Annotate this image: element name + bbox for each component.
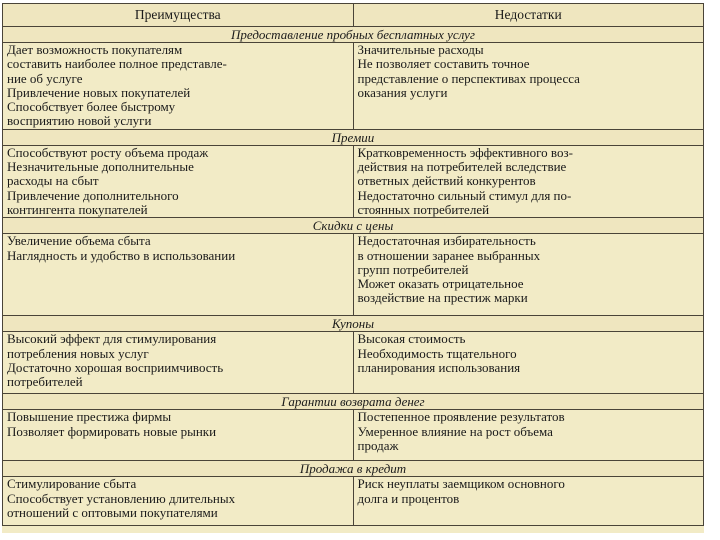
cell-line: контингента покупателей — [7, 201, 148, 217]
section-title-row — [3, 218, 704, 234]
table-row — [3, 332, 704, 394]
cell-line: планирования использования — [357, 359, 521, 375]
section-title-row — [3, 316, 704, 332]
cell-line: долга и процентов — [357, 490, 460, 506]
cell-line: расходы на сбыт — [7, 173, 99, 189]
cell-line: Повышение престижа фирмы — [7, 409, 172, 425]
section-title-row — [3, 27, 704, 43]
disadvantages-cell — [353, 234, 704, 316]
table-row — [3, 43, 704, 130]
cell-line: Риск неуплаты заемщиком основного — [357, 476, 565, 492]
table-body — [3, 27, 704, 526]
cell-line: Значительные расходы — [357, 42, 484, 57]
cell-line: восприятию новой услуги — [7, 113, 152, 129]
advantages-cell — [3, 145, 354, 217]
comparison-table — [2, 3, 704, 526]
document-page — [2, 3, 704, 533]
section-title: Премии — [3, 129, 704, 145]
cell-line: Постепенное проявление результатов — [357, 409, 565, 425]
disadvantages-cell — [353, 145, 704, 217]
cell-line: Незначительные дополнительные — [7, 159, 194, 175]
cell-line: Недостаточно сильный стимул для по- — [357, 187, 572, 203]
disadvantages-cell — [353, 477, 704, 526]
cell-line: Необходимость тщательного — [357, 345, 517, 361]
advantages-cell — [3, 410, 354, 461]
table-row — [3, 145, 704, 217]
header-advantages: Преимущества — [3, 4, 354, 27]
cell-line: воздействие на престиж марки — [357, 290, 528, 306]
section-title-row — [3, 461, 704, 477]
section-title: Купоны — [3, 316, 704, 332]
disadvantages-cell — [353, 332, 704, 394]
cell-line: Привлечение дополнительного — [7, 187, 179, 203]
cell-line: стоянных потребителей — [357, 201, 490, 217]
cell-line: Достаточно хорошая восприимчивость — [7, 359, 224, 375]
cell-line: представление о перспективах процесса — [357, 70, 580, 86]
cell-line: ответных действий конкурентов — [357, 173, 536, 189]
cell-line: Кратковременность эффективного воз- — [357, 145, 573, 160]
section-title: Продажа в кредит — [3, 461, 704, 477]
cell-line: Высокая стоимость — [357, 331, 466, 347]
cell-line: Способствует установлению длительных — [7, 490, 236, 506]
cell-line: групп потребителей — [357, 261, 469, 277]
table-row — [3, 477, 704, 526]
cell-line: отношений с оптовыми покупателями — [7, 504, 218, 520]
disadvantages-cell — [353, 43, 704, 130]
cell-line: Позволяет формировать новые рынки — [7, 423, 217, 439]
section-title: Скидки с цены — [3, 218, 704, 234]
section-title: Предоставление пробных бесплатных услуг — [3, 27, 704, 43]
cell-line: Дает возможность покупателям — [7, 42, 183, 57]
table-row — [3, 410, 704, 461]
advantages-cell — [3, 477, 354, 526]
cell-line: Привлечение новых покупателей — [7, 84, 191, 100]
section-title-row — [3, 129, 704, 145]
cell-line: Недостаточная избирательность — [357, 233, 536, 249]
advantages-cell — [3, 234, 354, 316]
header-row — [3, 4, 704, 27]
cell-line: Стимулирование сбыта — [7, 476, 137, 492]
cell-line: потребителей — [7, 374, 83, 390]
disadvantages-cell — [353, 410, 704, 461]
cell-line: Может оказать отрицательное — [357, 276, 524, 292]
table-row — [3, 234, 704, 316]
cell-line: действия на потребителей вследствие — [357, 159, 567, 175]
cell-line: оказания услуги — [357, 84, 448, 100]
cell-line: Высокий эффект для стимулирования — [7, 331, 217, 347]
cell-line: Умеренное влияние на рост объема — [357, 423, 553, 439]
cell-line: ние об услуге — [7, 70, 83, 86]
section-title-row — [3, 394, 704, 410]
cell-line: в отношении заранее выбранных — [357, 247, 541, 263]
advantages-cell — [3, 332, 354, 394]
header-disadvantages: Недостатки — [353, 4, 704, 27]
cell-line: Увеличение объема сбыта — [7, 233, 151, 249]
cell-line: потребления новых услуг — [7, 345, 149, 361]
advantages-cell — [3, 43, 354, 130]
section-title: Гарантии возврата денег — [3, 394, 704, 410]
cell-line: Способствует более быстрому — [7, 99, 176, 115]
cell-line: составить наиболее полное представле- — [7, 56, 227, 72]
cell-line: Наглядность и удобство в использовании — [7, 247, 236, 263]
cell-line: Не позволяет составить точное — [357, 56, 530, 72]
cell-line: продаж — [357, 437, 399, 453]
cell-line: Способствуют росту объема продаж — [7, 145, 209, 160]
